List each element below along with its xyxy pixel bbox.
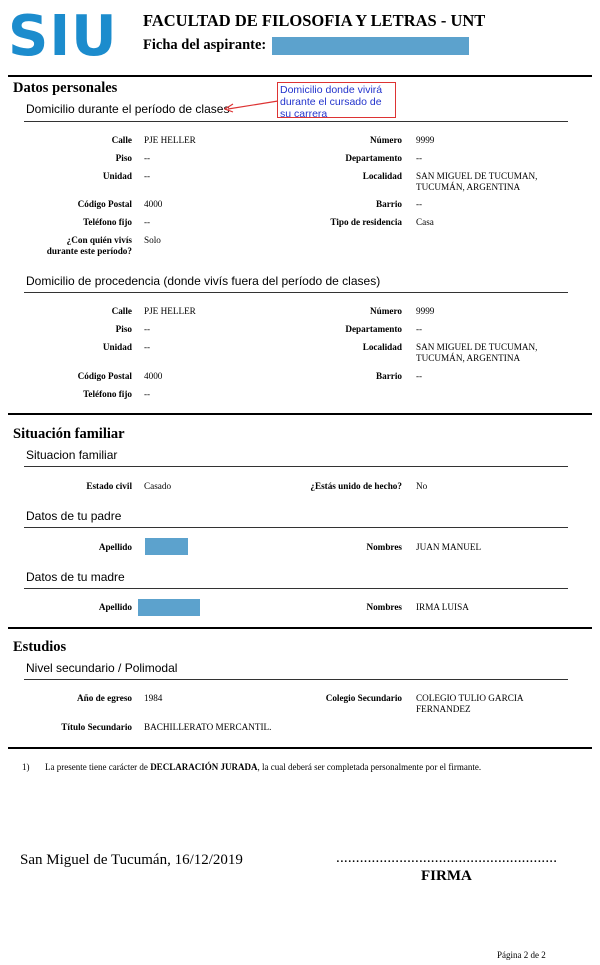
calle-label: Calle <box>111 135 132 145</box>
tipo-residencia-label: Tipo de residencia <box>330 217 402 227</box>
localidad-label: Localidad <box>362 171 402 181</box>
footnote-text-before: La presente tiene carácter de <box>45 762 148 772</box>
section-divider <box>8 413 592 415</box>
con-quien-label-line1: ¿Con quién vivís <box>66 235 132 245</box>
subsection-domicilio-procedencia: Domicilio de procedencia (donde vivís fuera del período de clases) <box>26 274 381 288</box>
departamento-value: -- <box>416 324 423 334</box>
footnote-text <box>45 762 481 772</box>
departamento-value: -- <box>416 153 423 163</box>
numero-value: 9999 <box>416 306 435 316</box>
redacted-applicant-name <box>272 37 469 55</box>
piso-value: -- <box>144 153 151 163</box>
con-quien-label-line2: durante este período? <box>46 246 132 256</box>
estado-civil-value: Casado <box>144 481 172 491</box>
codigo-postal-value: 4000 <box>144 371 163 381</box>
codigo-postal-label: Código Postal <box>77 199 132 209</box>
piso-label: Piso <box>115 153 132 163</box>
unidad-label: Unidad <box>102 171 132 181</box>
codigo-postal-label: Código Postal <box>77 371 132 381</box>
numero-label: Número <box>370 135 402 145</box>
annotation-box: Domicilio donde vivirá durante el cursado de su carrera <box>277 82 396 118</box>
footnote-text-bold: DECLARACIÓN JURADA <box>150 762 258 772</box>
titulo-secundario-label: Título Secundario <box>61 722 132 732</box>
subsection-divider <box>24 679 568 680</box>
barrio-value: -- <box>416 199 423 209</box>
subsection-divider <box>24 588 568 589</box>
telefono-label: Teléfono fijo <box>83 217 132 227</box>
telefono-value: -- <box>144 389 151 399</box>
padre-nombres-value: JUAN MANUEL <box>416 542 482 552</box>
barrio-label: Barrio <box>375 199 402 209</box>
section-title-estudios: Estudios <box>13 639 67 655</box>
piso-value: -- <box>144 324 151 334</box>
subsection-datos-padre: Datos de tu padre <box>26 509 122 523</box>
subsection-divider <box>24 292 568 293</box>
subsection-domicilio-clases: Domicilio durante el período de clases <box>26 102 230 116</box>
subsection-datos-madre: Datos de tu madre <box>26 570 125 584</box>
footnote-text-after: , la cual deberá ser completada personalmente por el firmante. <box>257 762 482 772</box>
numero-value: 9999 <box>416 135 435 145</box>
redacted-padre-apellido <box>145 538 188 555</box>
localidad-label: Localidad <box>362 342 402 352</box>
con-quien-value: Solo <box>144 235 161 245</box>
barrio-label: Barrio <box>375 371 402 381</box>
signature-line: ........................................................ <box>336 850 558 866</box>
anio-egreso-label: Año de egreso <box>77 693 132 703</box>
unido-de-hecho-label: ¿Estás unido de hecho? <box>310 481 402 491</box>
applicant-label: Ficha del aspirante: <box>143 37 267 53</box>
siu-logo <box>8 4 124 70</box>
madre-nombres-label: Nombres <box>366 602 402 612</box>
localidad-value-line1: SAN MIGUEL DE TUCUMAN, <box>416 342 538 352</box>
localidad-value-line2: TUCUMÁN, ARGENTINA <box>416 182 521 192</box>
estado-civil-label: Estado civil <box>86 481 132 491</box>
telefono-value: -- <box>144 217 151 227</box>
header-divider <box>8 75 592 77</box>
subsection-situacion-familiar: Situacion familiar <box>26 448 118 462</box>
redacted-madre-apellido <box>138 599 200 616</box>
padre-nombres-label: Nombres <box>366 542 402 552</box>
logo-text: SIU <box>8 4 118 69</box>
anio-egreso-value: 1984 <box>144 693 163 703</box>
numero-label: Número <box>370 306 402 316</box>
section-divider <box>8 747 592 749</box>
localidad-value-line2: TUCUMÁN, ARGENTINA <box>416 353 521 363</box>
localidad-value-line1: SAN MIGUEL DE TUCUMAN, <box>416 171 538 181</box>
departamento-label: Departamento <box>345 324 402 334</box>
page-number: Página 2 de 2 <box>497 950 546 960</box>
subsection-divider <box>24 466 568 467</box>
unidad-value: -- <box>144 342 151 352</box>
page-title: FACULTAD DE FILOSOFIA Y LETRAS - UNT <box>143 11 486 30</box>
annotation-arrow <box>222 99 282 113</box>
colegio-value-line2: FERNANDEZ <box>416 704 471 714</box>
padre-apellido-label: Apellido <box>98 542 132 552</box>
unidad-label: Unidad <box>102 342 132 352</box>
footnote-number: 1) <box>22 762 30 772</box>
section-title-situacion-familiar: Situación familiar <box>13 426 125 442</box>
section-title-datos-personales: Datos personales <box>13 80 118 96</box>
calle-value: PJE HELLER <box>144 135 196 145</box>
section-divider <box>8 627 592 629</box>
subsection-divider <box>24 527 568 528</box>
calle-label: Calle <box>111 306 132 316</box>
colegio-value-line1: COLEGIO TULIO GARCIA <box>416 693 524 703</box>
departamento-label: Departamento <box>345 153 402 163</box>
barrio-value: -- <box>416 371 423 381</box>
unidad-value: -- <box>144 171 151 181</box>
unido-de-hecho-value: No <box>416 481 428 491</box>
place-date: San Miguel de Tucumán, 16/12/2019 <box>20 852 243 868</box>
subsection-nivel-secundario: Nivel secundario / Polimodal <box>26 661 178 675</box>
calle-value: PJE HELLER <box>144 306 196 316</box>
telefono-label: Teléfono fijo <box>83 389 132 399</box>
titulo-secundario-value: BACHILLERATO MERCANTIL. <box>144 722 272 732</box>
piso-label: Piso <box>115 324 132 334</box>
subsection-divider <box>24 121 568 122</box>
madre-nombres-value: IRMA LUISA <box>416 602 469 612</box>
signature-label: FIRMA <box>421 868 472 884</box>
codigo-postal-value: 4000 <box>144 199 163 209</box>
madre-apellido-label: Apellido <box>98 602 132 612</box>
tipo-residencia-value: Casa <box>416 217 434 227</box>
colegio-label: Colegio Secundario <box>325 693 402 703</box>
